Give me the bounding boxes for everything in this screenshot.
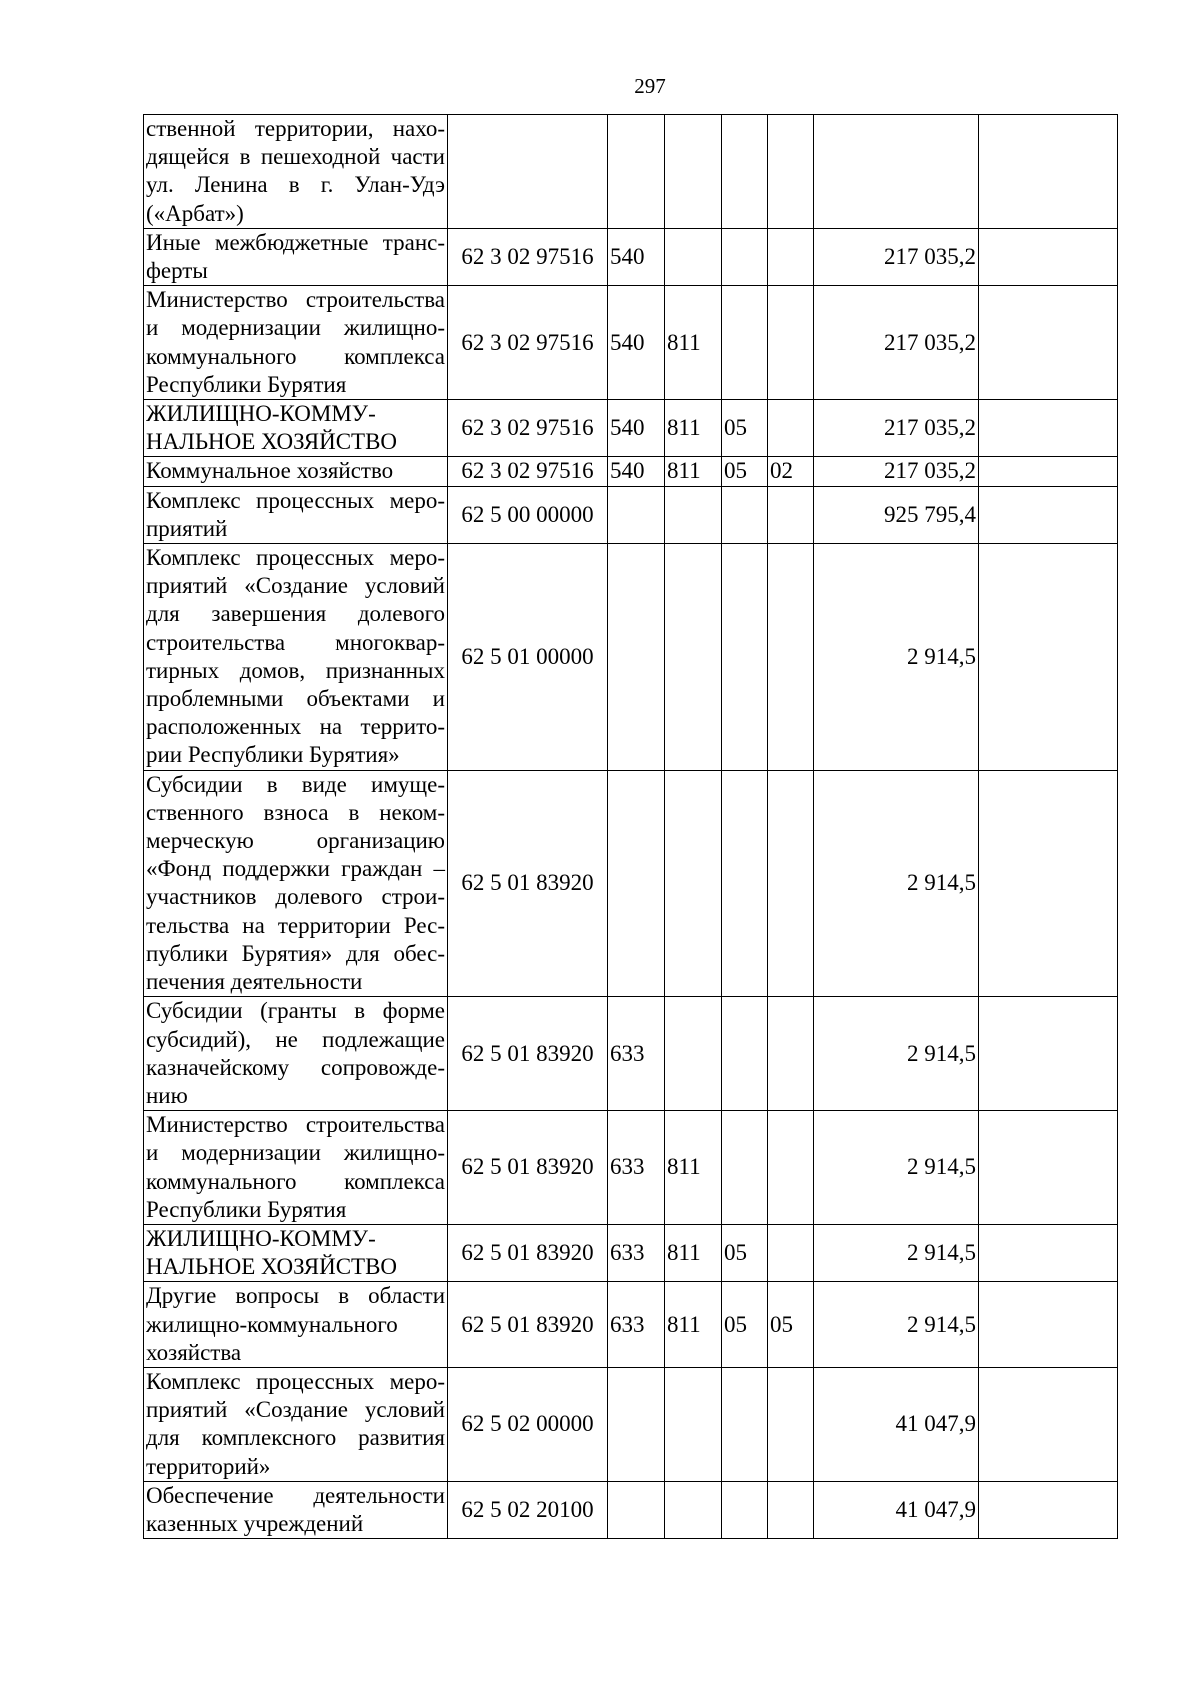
- row-name: [144, 1282, 448, 1368]
- expense-type-code: [608, 486, 665, 543]
- amount-value: 925 795,4: [814, 486, 979, 543]
- section-code: [722, 486, 768, 543]
- subsection-code: [768, 770, 814, 997]
- table-row: [144, 1111, 1118, 1225]
- row-name-line: Комплекс процессных меро-: [146, 1368, 445, 1394]
- empty-cell: [979, 486, 1118, 543]
- amount-value: 217 035,2: [814, 286, 979, 400]
- amount-value: 217 035,2: [814, 400, 979, 457]
- empty-cell: [979, 544, 1118, 771]
- amount-value: [814, 115, 979, 229]
- subsection-code: [768, 997, 814, 1111]
- row-name: [144, 544, 448, 771]
- row-name-line: дящейся в пешеходной части: [146, 144, 445, 170]
- section-code: 05: [722, 1282, 768, 1368]
- budget-table-body: [144, 115, 1118, 1539]
- row-name-line: хозяйства: [146, 1339, 242, 1365]
- row-name-line: Министерство строительства: [146, 1112, 445, 1138]
- ministry-code: [665, 228, 722, 285]
- row-name: [144, 400, 448, 457]
- subsection-code: [768, 1481, 814, 1538]
- target-article-code: 62 5 01 83920: [448, 770, 608, 997]
- amount-value: 2 914,5: [814, 1282, 979, 1368]
- table-row: [144, 997, 1118, 1111]
- empty-cell: [979, 457, 1118, 486]
- row-name-line: для комплексного развития: [146, 1425, 445, 1451]
- row-name-line: тирных домов, признанных: [146, 657, 445, 683]
- row-name-line: Комплекс процессных меро-: [146, 545, 445, 571]
- table-row: [144, 286, 1118, 400]
- row-name-line: ферты: [146, 258, 208, 284]
- target-article-code: 62 5 02 00000: [448, 1367, 608, 1481]
- subsection-code: 05: [768, 1282, 814, 1368]
- subsection-code: [768, 1224, 814, 1281]
- row-name-line: НАЛЬНОЕ ХОЗЯЙСТВО: [146, 1254, 398, 1280]
- row-name-line: проблемными объектами и: [146, 686, 445, 712]
- subsection-code: [768, 1111, 814, 1225]
- expense-type-code: [608, 1481, 665, 1538]
- amount-value: 2 914,5: [814, 1111, 979, 1225]
- row-name-line: Субсидии (гранты в форме: [146, 998, 445, 1024]
- row-name-line: ственного взноса в неком-: [146, 799, 445, 825]
- amount-value: 2 914,5: [814, 544, 979, 771]
- row-name-line: Иные межбюджетные транс-: [146, 229, 445, 255]
- amount-value: 217 035,2: [814, 457, 979, 486]
- row-name-line: НАЛЬНОЕ ХОЗЯЙСТВО: [146, 429, 398, 455]
- row-name-line: участников долевого строи-: [146, 884, 445, 910]
- row-name: [144, 286, 448, 400]
- row-name-line: ЖИЛИЩНО-КОММУ-: [146, 1225, 376, 1251]
- row-name: [144, 228, 448, 285]
- row-name: [144, 115, 448, 229]
- table-row: [144, 115, 1118, 229]
- row-name-line: жилищно-коммунального: [146, 1311, 398, 1337]
- subsection-code: [768, 400, 814, 457]
- target-article-code: 62 3 02 97516: [448, 457, 608, 486]
- expense-type-code: 633: [608, 1282, 665, 1368]
- empty-cell: [979, 115, 1118, 229]
- expense-type-code: 633: [608, 1111, 665, 1225]
- row-name-line: Республики Бурятия: [146, 1196, 347, 1222]
- row-name-line: Министерство строительства: [146, 287, 445, 313]
- subsection-code: [768, 286, 814, 400]
- target-article-code: 62 5 01 83920: [448, 1224, 608, 1281]
- row-name-line: Коммунальное хозяйство: [146, 458, 394, 484]
- subsection-code: [768, 228, 814, 285]
- table-row: [144, 544, 1118, 771]
- row-name-line: Другие вопросы в области: [146, 1283, 445, 1309]
- section-code: [722, 1481, 768, 1538]
- ministry-code: [665, 997, 722, 1111]
- target-article-code: 62 3 02 97516: [448, 286, 608, 400]
- section-code: [722, 997, 768, 1111]
- target-article-code: 62 3 02 97516: [448, 228, 608, 285]
- expense-type-code: 540: [608, 228, 665, 285]
- empty-cell: [979, 1224, 1118, 1281]
- section-code: [722, 1111, 768, 1225]
- row-name: [144, 457, 448, 486]
- target-article-code: 62 5 02 20100: [448, 1481, 608, 1538]
- target-article-code: 62 5 01 83920: [448, 997, 608, 1111]
- ministry-code: [665, 1367, 722, 1481]
- row-name-line: Комплекс процессных меро-: [146, 487, 445, 513]
- ministry-code: 811: [665, 1224, 722, 1281]
- row-name-line: субсидий), не подлежащие: [146, 1026, 445, 1052]
- target-article-code: 62 5 01 83920: [448, 1282, 608, 1368]
- table-row: [144, 457, 1118, 486]
- amount-value: 2 914,5: [814, 770, 979, 997]
- row-name-line: ЖИЛИЩНО-КОММУ-: [146, 401, 376, 427]
- row-name: [144, 1367, 448, 1481]
- row-name-line: Республики Бурятия: [146, 371, 347, 397]
- row-name-line: Обеспечение деятельности: [146, 1482, 445, 1508]
- ministry-code: [665, 486, 722, 543]
- row-name-line: приятий «Создание условий: [146, 1397, 445, 1423]
- row-name-line: казначейскому сопровожде-: [146, 1054, 445, 1080]
- amount-value: 41 047,9: [814, 1481, 979, 1538]
- section-code: [722, 544, 768, 771]
- row-name-line: публики Бурятия» для обес-: [146, 940, 445, 966]
- empty-cell: [979, 1481, 1118, 1538]
- section-code: 05: [722, 457, 768, 486]
- row-name: [144, 1481, 448, 1538]
- subsection-code: [768, 486, 814, 543]
- page-number: 297: [634, 74, 666, 98]
- ministry-code: 811: [665, 400, 722, 457]
- amount-value: 41 047,9: [814, 1367, 979, 1481]
- expense-type-code: 633: [608, 997, 665, 1111]
- row-name-line: печения деятельности: [146, 969, 363, 995]
- table-row: [144, 1224, 1118, 1281]
- amount-value: 2 914,5: [814, 1224, 979, 1281]
- row-name: [144, 997, 448, 1111]
- budget-table: [143, 114, 1118, 1539]
- table-row: [144, 228, 1118, 285]
- empty-cell: [979, 770, 1118, 997]
- row-name-line: строительства многоквар-: [146, 629, 445, 655]
- subsection-code: [768, 544, 814, 771]
- section-code: [722, 228, 768, 285]
- row-name-line: «Фонд поддержки граждан –: [146, 856, 445, 882]
- ministry-code: [665, 115, 722, 229]
- ministry-code: 811: [665, 457, 722, 486]
- table-row: [144, 1282, 1118, 1368]
- table-row: [144, 1481, 1118, 1538]
- row-name-line: приятий: [146, 515, 228, 541]
- ministry-code: 811: [665, 286, 722, 400]
- table-row: [144, 400, 1118, 457]
- expense-type-code: [608, 115, 665, 229]
- row-name: [144, 1111, 448, 1225]
- row-name-line: коммунального комплекса: [146, 343, 445, 369]
- subsection-code: 02: [768, 457, 814, 486]
- row-name-line: тельства на территории Рес-: [146, 912, 445, 938]
- expense-type-code: [608, 544, 665, 771]
- row-name-line: Субсидии в виде имуще-: [146, 771, 445, 797]
- empty-cell: [979, 1282, 1118, 1368]
- target-article-code: 62 5 01 83920: [448, 1111, 608, 1225]
- row-name-line: и модернизации жилищно-: [146, 1140, 445, 1166]
- row-name-line: для завершения долевого: [146, 601, 445, 627]
- subsection-code: [768, 1367, 814, 1481]
- ministry-code: [665, 1481, 722, 1538]
- row-name-line: нию: [146, 1082, 188, 1108]
- row-name: [144, 486, 448, 543]
- section-code: [722, 1367, 768, 1481]
- empty-cell: [979, 286, 1118, 400]
- expense-type-code: 540: [608, 457, 665, 486]
- row-name: [144, 1224, 448, 1281]
- row-name-line: коммунального комплекса: [146, 1168, 445, 1194]
- row-name-line: казенных учреждений: [146, 1510, 364, 1536]
- table-row: [144, 770, 1118, 997]
- expense-type-code: [608, 770, 665, 997]
- row-name-line: и модернизации жилищно-: [146, 315, 445, 341]
- subsection-code: [768, 115, 814, 229]
- expense-type-code: [608, 1367, 665, 1481]
- expense-type-code: 540: [608, 286, 665, 400]
- section-code: 05: [722, 1224, 768, 1281]
- ministry-code: [665, 544, 722, 771]
- section-code: [722, 770, 768, 997]
- section-code: [722, 115, 768, 229]
- empty-cell: [979, 997, 1118, 1111]
- ministry-code: 811: [665, 1111, 722, 1225]
- target-article-code: [448, 115, 608, 229]
- section-code: 05: [722, 400, 768, 457]
- expense-type-code: 540: [608, 400, 665, 457]
- row-name-line: («Арбат»): [146, 200, 244, 226]
- amount-value: 217 035,2: [814, 228, 979, 285]
- row-name-line: ственной территории, нахо-: [146, 116, 445, 141]
- empty-cell: [979, 228, 1118, 285]
- table-row: [144, 1367, 1118, 1481]
- row-name-line: территорий»: [146, 1453, 271, 1479]
- table-row: [144, 486, 1118, 543]
- row-name-line: рии Республики Бурятия»: [146, 742, 400, 768]
- expense-type-code: 633: [608, 1224, 665, 1281]
- row-name-line: расположенных на террито-: [146, 714, 445, 740]
- ministry-code: [665, 770, 722, 997]
- empty-cell: [979, 400, 1118, 457]
- amount-value: 2 914,5: [814, 997, 979, 1111]
- ministry-code: 811: [665, 1282, 722, 1368]
- row-name-line: приятий «Создание условий: [146, 573, 445, 599]
- section-code: [722, 286, 768, 400]
- row-name: [144, 770, 448, 997]
- row-name-line: мерческую организацию: [146, 828, 445, 854]
- target-article-code: 62 3 02 97516: [448, 400, 608, 457]
- target-article-code: 62 5 01 00000: [448, 544, 608, 771]
- target-article-code: 62 5 00 00000: [448, 486, 608, 543]
- empty-cell: [979, 1367, 1118, 1481]
- row-name-line: ул. Ленина в г. Улан-Удэ: [146, 172, 445, 198]
- empty-cell: [979, 1111, 1118, 1225]
